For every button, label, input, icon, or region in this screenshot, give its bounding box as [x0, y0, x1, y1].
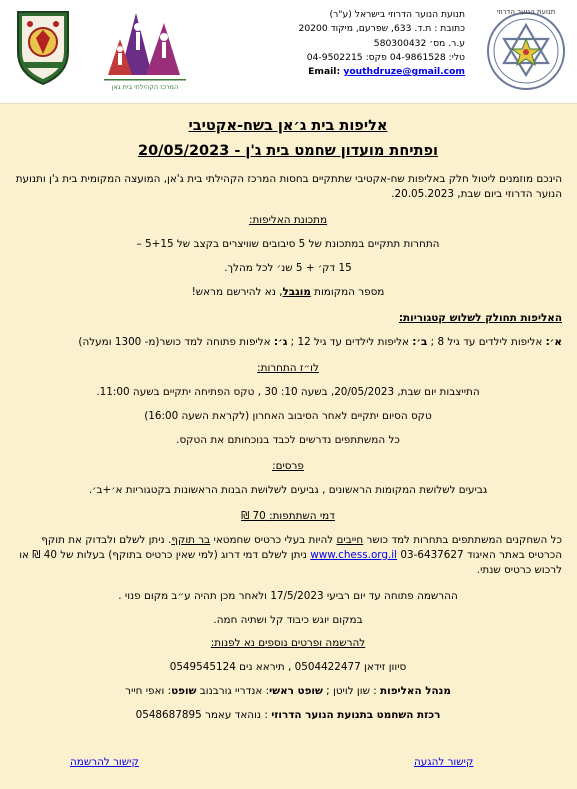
judge2-label: שופט: [171, 685, 197, 697]
director-text: : שון לויטן ;: [322, 685, 381, 697]
conditions-line1: התחרות תתקיים במתכונת של 5 סיבובים שוויצרים בקצב של 5+15 –: [136, 238, 440, 250]
fee-text-c: להיות בעלי כרטיס שחמטאי: [210, 534, 337, 546]
schedule-line2: טקס הסיום יתקיים לאחר הסיבוב האחרון (לקראת השעה 16:00): [144, 410, 432, 422]
category-b-label: ב׳:: [412, 336, 428, 348]
categories-line: [14, 335, 562, 350]
categories-heading: האליפות תחולק לשלוש קטגוריות:: [398, 312, 562, 324]
conditions-line2: 15 דק׳ + 5 שנ׳ לכל מהלך.: [224, 262, 352, 274]
org-address: כתובת : ת.ד. 633, שפרעם, מיקוד 20200: [298, 23, 465, 35]
email-link[interactable]: youthdruze@gmail.com: [343, 66, 465, 78]
schedule-line3: כל המשתתפים נדרשים לכבד בנוכחותם את הטקס.: [176, 434, 400, 446]
municipal-emblem-logo: [12, 8, 74, 86]
judge2-text: : ואפי חייר: [125, 685, 172, 697]
category-c-text: אליפות פתוחה למד כושר(מ- 1300 ומעלה): [78, 336, 274, 348]
prizes-line: גביעים לשלושת המקומות הראשונים , גביעים לשלושת הבנות הראשונות בקטגוריות א׳+ב׳.: [88, 484, 488, 496]
contact-phones: סיוון זידאן 0504422477 , תיראא נים 0549545124: [169, 661, 407, 673]
limited-emphasis: מוגבל: [282, 286, 311, 298]
directions-link[interactable]: קישור להגעה: [414, 756, 474, 768]
fee-valid: בר תוקף: [171, 534, 211, 546]
org-email-line: [205, 65, 465, 79]
org-phones: טלי: 04-9861528 פקס: 04-9502215: [306, 51, 465, 63]
category-b-text: אליפות לילדים עד גיל 12 ;: [287, 336, 413, 348]
org-name: תנועת הנוער הדרוזי בישראל (ע"ר): [329, 9, 465, 20]
schedule-line1: התייצבות יום שבת, 20/05/2023, בשעה 10: 30 , טקס הפתיחה יתקיים בשעה 11:00.: [96, 386, 480, 398]
email-label: Email:: [308, 66, 341, 78]
intro-paragraph: הינכם מוזמנים ליטול חלק באליפות שח-אקטיבי שתתקיים בחסות המרכז הקהילתי בית ג'אן, המועצה המקומית בית ג'ן ותנועת הנוער הדרוזי ביום שבת, 20.05.2023.: [15, 173, 562, 200]
chess-coordinator-text: : נוהאד עאמר 0548687895: [135, 709, 272, 721]
conditions-heading: מתכונת האליפות:: [248, 214, 328, 226]
contact-block: [205, 8, 465, 79]
category-a-label: א׳:: [545, 336, 562, 348]
contact-heading: להרשמה ופרטים נוספים נא לפנות:: [210, 637, 366, 649]
invitation-body: [14, 106, 562, 723]
chess-coordinator-label: רכזת השחמט בתנועת הנוער הדרוזי: [271, 709, 441, 721]
prizes-heading: פרסים:: [272, 460, 304, 472]
judge-text: : אנדריי גורבנוב: [196, 685, 270, 697]
chess-federation-link[interactable]: www.chess.org.il: [310, 549, 398, 561]
registration-link[interactable]: קישור להרשמה: [70, 756, 139, 768]
director-label: מנהל האליפות: [380, 685, 451, 697]
category-a-text: אליפות לילדים עד גיל 8 ;: [427, 336, 546, 348]
refreshments-note: במקום יוגש כיבוד קל ושתיה חמה.: [213, 614, 363, 626]
org-reg-no: ע.ר. מס׳ 580300432: [373, 37, 465, 49]
conditions-line3: [14, 285, 562, 300]
chess-coordinator-line: [14, 708, 562, 723]
fee-text-a: כל השחקנים המשתתפים בתחרות למד כושר: [363, 534, 562, 546]
staff-line: [14, 684, 562, 699]
judge-label: שופט ראשי: [269, 685, 323, 697]
category-c-label: ג׳:: [273, 336, 288, 348]
conditions-line3-end: , נא להירשם מראש!: [191, 286, 283, 298]
fee-text-f: 03-6437627 ניתן לשלם דמי דרוג (למי שאין כרטיס בתוקף) בעלות של 40 ₪ או לרכוש כרטיס שנתי.: [19, 549, 562, 576]
fee-required: חייבים: [336, 534, 364, 546]
right-logo-caption: תנועת הנוער הדרוזי: [496, 8, 556, 16]
center-logo-caption: המרכז הקהילתי בית גאן: [111, 83, 179, 91]
subtitle: ופתיחת מועדון שחמט בית ג'ן - 20/05/2023: [138, 143, 438, 159]
fee-text-e: . ניתן לשלם ולבדוק את תוקף הכרטיס באתר האיגוד: [41, 534, 562, 561]
schedule-heading: לו״ז התחרות:: [257, 362, 319, 374]
footer-links: [0, 756, 577, 776]
registration-deadline: ההרשמה פתוחה עד יום רביעי 17/5/2023 ולאחר מכן תהיה ע״ב מקום פנוי .: [118, 590, 458, 602]
main-title: אליפות בית ג׳אן בשח-אקטיבי: [188, 118, 388, 134]
conditions-line3-text: מספר המקומות: [310, 286, 385, 298]
letterhead: [0, 0, 577, 104]
fee-heading: דמי השתתפות: 70 ₪: [241, 510, 335, 522]
druze-youth-movement-logo: [484, 5, 568, 93]
fee-paragraph: [14, 533, 562, 578]
community-center-logo: [100, 5, 190, 93]
